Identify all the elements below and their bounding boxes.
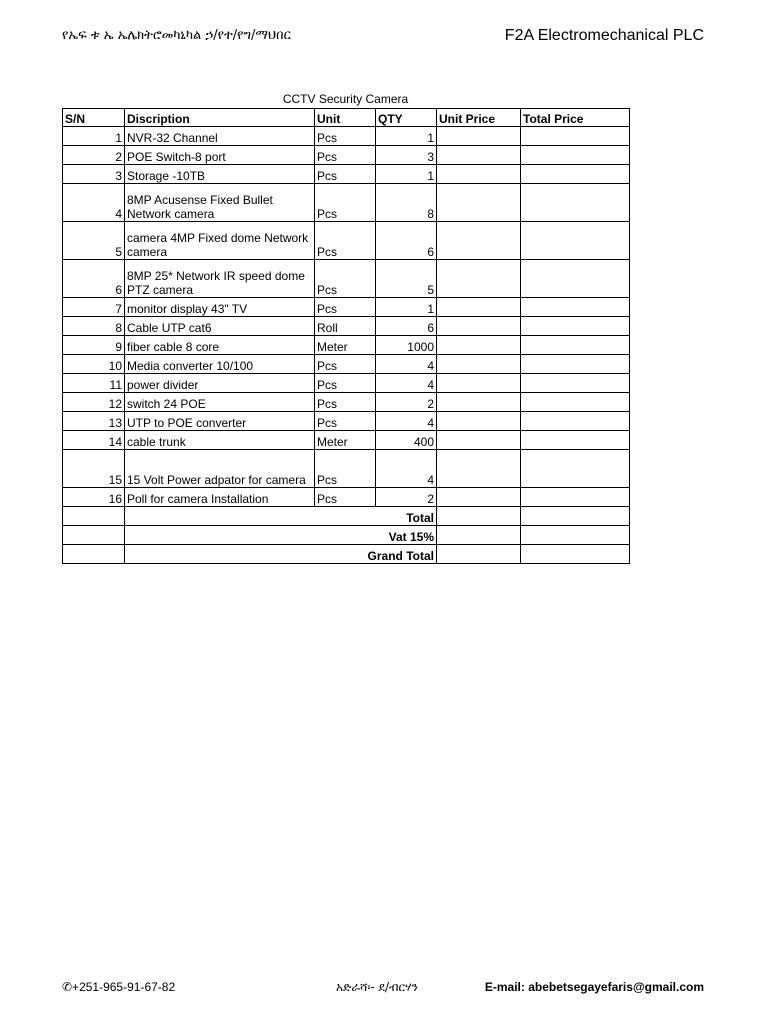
table-header-row xyxy=(63,109,630,127)
table-row xyxy=(63,336,630,355)
cell-total-price xyxy=(521,298,630,317)
cell-qty: 6 xyxy=(376,317,437,336)
table-row xyxy=(63,374,630,393)
table-caption: CCTV Security Camera xyxy=(282,92,409,106)
cell-unit-price xyxy=(437,298,521,317)
cell-unit: Pcs xyxy=(315,450,376,488)
cell-description: POE Switch-8 port xyxy=(125,146,315,165)
cell-total-price xyxy=(521,317,630,336)
table-row xyxy=(63,393,630,412)
cell-unit-price xyxy=(437,431,521,450)
cell-qty: 1 xyxy=(376,127,437,146)
cell-description: cable trunk xyxy=(125,431,315,450)
table-row xyxy=(63,222,630,260)
cell-description: camera 4MP Fixed dome Network camera xyxy=(125,222,315,260)
cell-unit: Pcs xyxy=(315,488,376,507)
cell-qty: 6 xyxy=(376,222,437,260)
table-row xyxy=(63,488,630,507)
cell-unit-price xyxy=(437,127,521,146)
cell-qty: 5 xyxy=(376,260,437,298)
cell-total-price xyxy=(521,374,630,393)
cell-qty: 3 xyxy=(376,146,437,165)
cell-unit: Pcs xyxy=(315,146,376,165)
cell-sn: 11 xyxy=(63,374,125,393)
cell-unit: Pcs xyxy=(315,260,376,298)
cell-qty: 4 xyxy=(376,355,437,374)
cell-total-price xyxy=(521,222,630,260)
cell-description: 8MP Acusense Fixed Bullet Network camera xyxy=(125,184,315,222)
cell-unit: Pcs xyxy=(315,165,376,184)
cell-unit: Pcs xyxy=(315,355,376,374)
grand-total-row xyxy=(63,545,630,564)
cell-total-price xyxy=(521,336,630,355)
col-header-total-price: Total Price xyxy=(521,109,630,127)
cell-qty: 4 xyxy=(376,412,437,431)
cell-total-price xyxy=(521,488,630,507)
table-row xyxy=(63,165,630,184)
cell-total-price xyxy=(521,393,630,412)
cell-unit-price xyxy=(437,355,521,374)
total-unit-price-cell xyxy=(437,507,521,526)
table-row xyxy=(63,355,630,374)
cell-unit-price xyxy=(437,450,521,488)
table-row xyxy=(63,146,630,165)
cell-unit: Pcs xyxy=(315,184,376,222)
cell-qty: 2 xyxy=(376,488,437,507)
cell-sn: 15 xyxy=(63,450,125,488)
cell-qty: 1000 xyxy=(376,336,437,355)
total-label: Total xyxy=(125,507,437,526)
cell-unit-price xyxy=(437,146,521,165)
table-row xyxy=(63,298,630,317)
cell-total-price xyxy=(521,165,630,184)
cell-unit: Meter xyxy=(315,431,376,450)
cell-total-price xyxy=(521,355,630,374)
cell-total-price xyxy=(521,412,630,431)
vat-unit-price-cell xyxy=(437,526,521,545)
cell-sn: 9 xyxy=(63,336,125,355)
cell-total-price xyxy=(521,450,630,488)
cell-sn: 3 xyxy=(63,165,125,184)
cell-unit-price xyxy=(437,165,521,184)
cell-sn: 16 xyxy=(63,488,125,507)
col-header-unit-price: Unit Price xyxy=(437,109,521,127)
cell-unit-price xyxy=(437,317,521,336)
table-row xyxy=(63,127,630,146)
cell-unit: Meter xyxy=(315,336,376,355)
vat-value-cell xyxy=(521,526,630,545)
cell-description: switch 24 POE xyxy=(125,393,315,412)
cell-sn: 7 xyxy=(63,298,125,317)
cell-unit-price xyxy=(437,393,521,412)
cell-qty: 4 xyxy=(376,450,437,488)
table-row xyxy=(63,260,630,298)
company-name: F2A Electromechanical PLC xyxy=(504,27,704,44)
cell-sn: 5 xyxy=(63,222,125,260)
cell-description: Cable UTP cat6 xyxy=(125,317,315,336)
table-row xyxy=(63,317,630,336)
cell-unit-price xyxy=(437,222,521,260)
cell-description: Media converter 10/100 xyxy=(125,355,315,374)
cell-total-price xyxy=(521,431,630,450)
table-row xyxy=(63,412,630,431)
col-header-qty: QTY xyxy=(376,109,437,127)
cell-unit: Pcs xyxy=(315,374,376,393)
quotation-table xyxy=(62,108,630,564)
cell-qty: 1 xyxy=(376,165,437,184)
cell-qty: 8 xyxy=(376,184,437,222)
table-row xyxy=(63,431,630,450)
cell-unit-price xyxy=(437,260,521,298)
cell-total-price xyxy=(521,127,630,146)
cell-qty: 400 xyxy=(376,431,437,450)
cell-unit-price xyxy=(437,412,521,431)
footer-email: E-mail: abebetsegayefaris@gmail.com xyxy=(484,980,704,994)
cell-sn: 2 xyxy=(63,146,125,165)
cell-description: NVR-32 Channel xyxy=(125,127,315,146)
col-header-sn: S/N xyxy=(63,109,125,127)
cell-qty: 2 xyxy=(376,393,437,412)
cell-sn: 4 xyxy=(63,184,125,222)
footer-phone: ✆+251-965-91-67-82 xyxy=(62,980,176,994)
cell-unit: Pcs xyxy=(315,298,376,317)
vat-row xyxy=(63,526,630,545)
cell-description: 8MP 25* Network IR speed dome PTZ camera xyxy=(125,260,315,298)
cell-qty: 1 xyxy=(376,298,437,317)
cell-unit: Pcs xyxy=(315,222,376,260)
col-header-description: Discription xyxy=(125,109,315,127)
table-row xyxy=(63,184,630,222)
vat-label: Vat 15% xyxy=(125,526,437,545)
footer-address: አድራሻ፡- ደ/ብርሃን xyxy=(336,980,418,994)
cell-description: 15 Volt Power adpator for camera xyxy=(125,450,315,488)
cell-unit: Pcs xyxy=(315,393,376,412)
cell-description: UTP to POE converter xyxy=(125,412,315,431)
cell-unit: Roll xyxy=(315,317,376,336)
total-row xyxy=(63,507,630,526)
cell-description: Storage -10TB xyxy=(125,165,315,184)
cell-total-price xyxy=(521,260,630,298)
total-value-cell xyxy=(521,507,630,526)
cell-description: power divider xyxy=(125,374,315,393)
cell-sn: 1 xyxy=(63,127,125,146)
col-header-unit: Unit xyxy=(315,109,376,127)
cell-total-price xyxy=(521,184,630,222)
grand-total-label: Grand Total xyxy=(125,545,437,564)
cell-unit: Pcs xyxy=(315,412,376,431)
cell-description: Poll for camera Installation xyxy=(125,488,315,507)
cell-sn: 8 xyxy=(63,317,125,336)
cell-unit-price xyxy=(437,488,521,507)
cell-unit-price xyxy=(437,184,521,222)
cell-total-price xyxy=(521,146,630,165)
grand-total-unit-price-cell xyxy=(437,545,521,564)
cell-description: monitor display 43" TV xyxy=(125,298,315,317)
cell-qty: 4 xyxy=(376,374,437,393)
cell-sn: 13 xyxy=(63,412,125,431)
cell-unit: Pcs xyxy=(315,127,376,146)
cell-unit-price xyxy=(437,374,521,393)
table-row xyxy=(63,450,630,488)
cell-sn: 10 xyxy=(63,355,125,374)
cell-sn: 12 xyxy=(63,393,125,412)
company-name-amharic: የኤፍ ቱ ኤ ኤሌክትሮመካኒካል ኃ/የተ/የግ/ማህበር xyxy=(62,28,291,43)
cell-unit-price xyxy=(437,336,521,355)
cell-description: fiber cable 8 core xyxy=(125,336,315,355)
cell-sn: 6 xyxy=(63,260,125,298)
grand-total-value-cell xyxy=(521,545,630,564)
cell-sn: 14 xyxy=(63,431,125,450)
